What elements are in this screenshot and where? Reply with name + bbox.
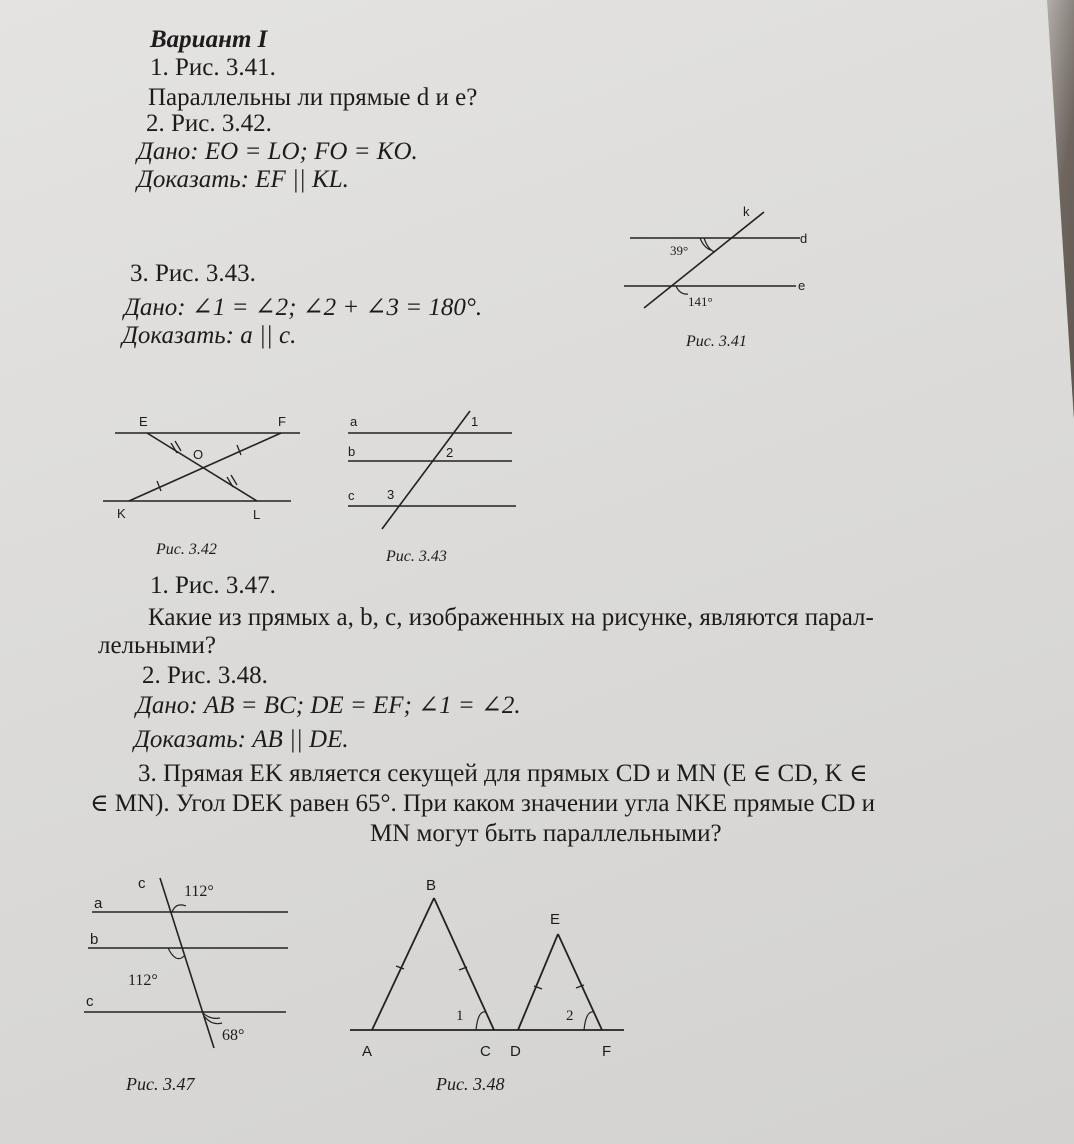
b2-q1-ref: 1. Рис. 3.47. [150, 572, 276, 599]
label-e: e [798, 278, 806, 293]
q3-ref: 3. Рис. 3.43. [130, 260, 256, 287]
label-2: 2 [446, 445, 454, 460]
b2-q1-line2: лельными? [98, 632, 216, 659]
figure-3-47 [80, 868, 310, 1058]
b2-q3-line1: 3. Прямая EK является секущей для прямых CD и MN (E ∈ CD, K ∈ [138, 760, 868, 787]
label-2: 2 [566, 1008, 574, 1024]
label-D: D [510, 1043, 521, 1060]
label-39: 39° [670, 243, 689, 258]
side-de [518, 934, 558, 1030]
q2-prove: Доказать: EF || KL. [137, 166, 349, 193]
caption-3-48: Рис. 3.48 [436, 1074, 505, 1094]
angle-arc-1 [476, 1012, 486, 1030]
tick-lo-2 [231, 475, 237, 485]
label-d: d [800, 231, 808, 246]
b2-q1-line1: Какие из прямых a, b, c, изображенных на рисунке, являются парал- [148, 604, 874, 631]
b2-q2-prove: Доказать: AB || DE. [134, 726, 349, 753]
figure-3-48 [340, 868, 640, 1068]
caption-3-43: Рис. 3.43 [386, 548, 447, 565]
b2-q3-line2: ∈ MN). Угол DEK равен 65°. При каком значении угла NKE прямые CD и [90, 790, 876, 817]
label-C: C [480, 1043, 491, 1060]
q3-prove: Доказать: a || c. [122, 322, 297, 349]
label-b: b [348, 444, 356, 459]
b2-q3-line3: MN могут быть параллельными? [370, 820, 722, 847]
secant [382, 411, 470, 529]
label-c: c [348, 488, 355, 503]
q2-ref: 2. Рис. 3.42. [146, 110, 272, 137]
label-L: L [253, 507, 261, 522]
label-68: 68° [222, 1027, 245, 1044]
tick-fo [237, 445, 241, 455]
label-1: 1 [456, 1008, 464, 1024]
segment-el [147, 433, 257, 501]
label-141: 141° [688, 294, 713, 309]
label-O: O [193, 447, 204, 462]
caption-3-47: Рис. 3.47 [126, 1074, 195, 1094]
label-F: F [278, 414, 286, 429]
b2-q2-ref: 2. Рис. 3.48. [142, 662, 268, 689]
variant-title: Вариант I [150, 26, 268, 53]
label-a: a [94, 895, 103, 912]
q2-given: Дано: EO = LO; FO = KO. [137, 138, 418, 165]
label-1: 1 [471, 414, 479, 429]
segment-fk [129, 433, 281, 501]
label-E: E [550, 911, 561, 928]
label-c-bottom: c [86, 993, 94, 1010]
angle-arc-2 [584, 1012, 594, 1030]
tick-lo [227, 477, 233, 487]
label-c-top: c [138, 875, 146, 892]
caption-3-42: Рис. 3.42 [156, 541, 217, 558]
label-K: K [117, 506, 126, 521]
figure-3-41 [600, 200, 840, 340]
label-3: 3 [387, 487, 395, 502]
figure-3-42 [95, 405, 315, 530]
tick-ko [157, 481, 161, 491]
label-k: k [743, 204, 750, 219]
label-E: E [139, 414, 148, 429]
angle-arc-141 [676, 286, 688, 294]
side-bc [434, 898, 494, 1030]
b2-q2-given: Дано: AB = BC; DE = EF; ∠1 = ∠2. [136, 692, 521, 719]
angle-arc-top [172, 905, 186, 912]
figure-3-43 [340, 405, 530, 535]
q1-text: Параллельны ли прямые d и e? [148, 84, 478, 111]
q1-ref: 1. Рис. 3.41. [150, 54, 276, 81]
label-B: B [426, 877, 437, 894]
side-ab [372, 898, 434, 1030]
label-112-mid: 112° [128, 972, 158, 989]
label-b: b [90, 931, 99, 948]
label-a: a [350, 414, 358, 429]
side-ef [558, 934, 602, 1030]
tick-eo-2 [175, 441, 181, 451]
line-c-secant [160, 878, 214, 1048]
label-A: A [362, 1043, 373, 1060]
angle-arc-mid [168, 948, 184, 959]
label-F: F [602, 1043, 612, 1060]
caption-3-41: Рис. 3.41 [686, 333, 747, 350]
q3-given: Дано: ∠1 = ∠2; ∠2 + ∠3 = 180°. [124, 294, 483, 321]
label-112-top: 112° [184, 883, 214, 900]
